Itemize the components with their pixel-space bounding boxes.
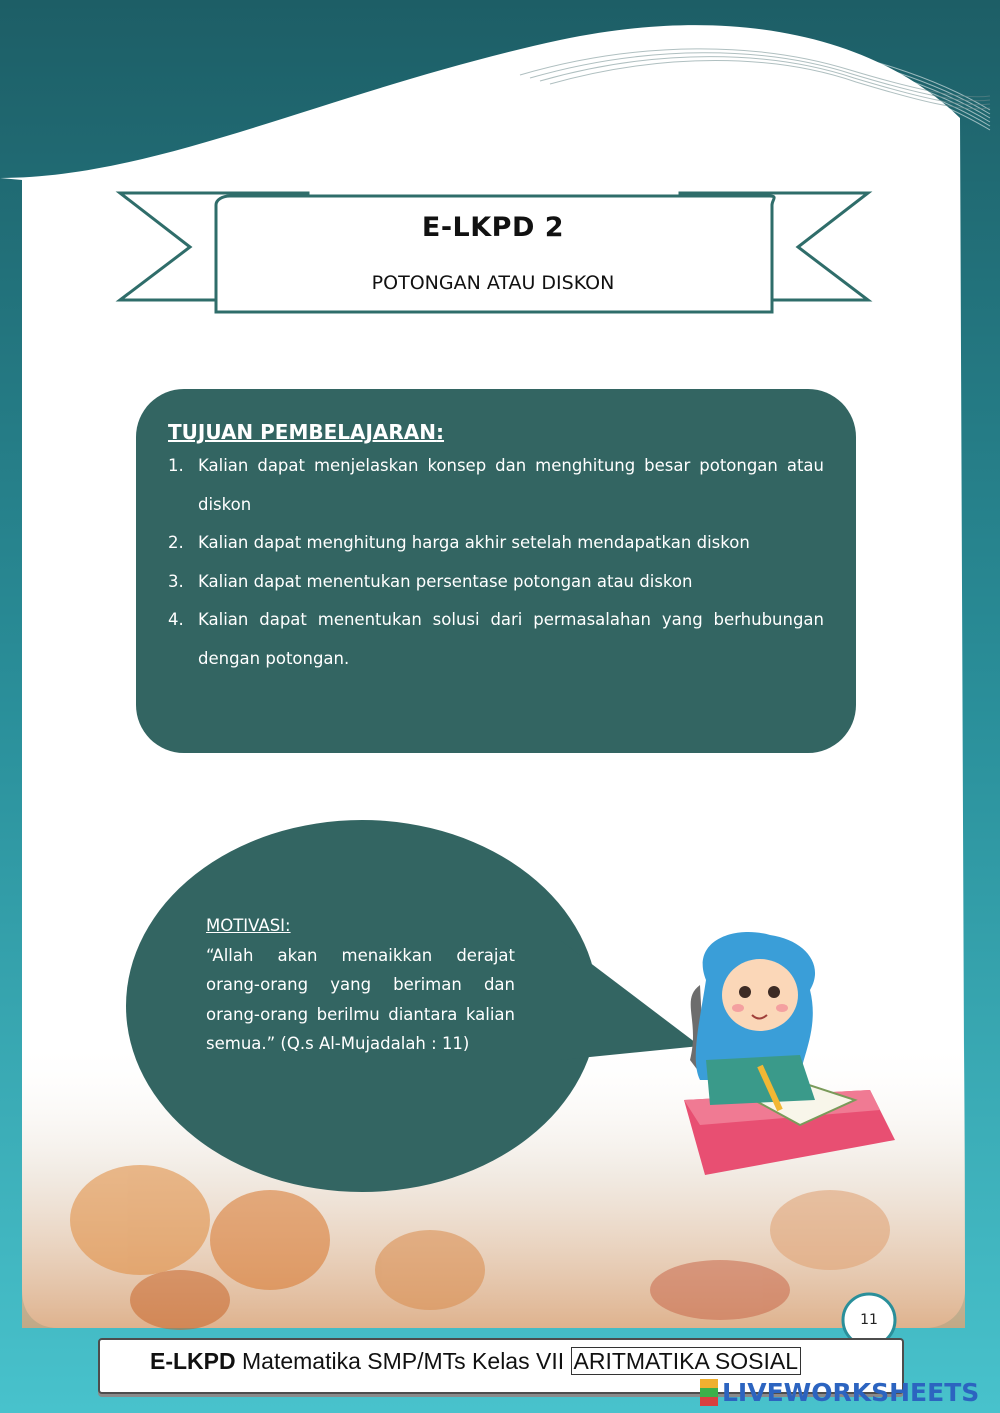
objectives-heading: [168, 420, 444, 444]
list-item-text: Kalian dapat menghitung harga akhir setelah mendapatkan diskon: [198, 533, 750, 552]
motivation-block: [206, 911, 515, 1059]
list-item-number: 2.: [168, 533, 184, 552]
objectives-heading-text: TUJUAN PEMBELAJARAN: [168, 420, 437, 444]
objectives-list: [168, 447, 824, 678]
motivation-quote: “Allah akan menaikkan derajat orang-orang yang beriman dan orang-orang berilmu diantara kalian semua.” (Q.s Al-Mujadalah : 11): [206, 945, 515, 1053]
footer-subject: Matematika SMP/MTs Kelas VII: [242, 1348, 565, 1374]
list-item: [168, 563, 824, 602]
footer-text: [150, 1348, 801, 1375]
page-title: E-LKPD 2: [421, 212, 565, 243]
page-number: 11: [860, 1312, 878, 1328]
footer-brand: E-LKPD: [150, 1348, 236, 1374]
list-item-number: 1.: [168, 456, 184, 475]
list-item-text: Kalian dapat menjelaskan konsep dan menghitung besar potongan atau diskon: [198, 456, 824, 514]
list-item: [168, 524, 824, 563]
title-ribbon: [120, 193, 868, 312]
footer-topic: ARITMATIKA SOSIAL: [571, 1347, 802, 1375]
motivation-heading: MOTIVASI:: [206, 916, 291, 935]
list-item-text: Kalian dapat menentukan solusi dari permasalahan yang berhubungan dengan potongan.: [198, 610, 824, 668]
objectives-heading-colon: :: [436, 420, 445, 444]
liveworksheets-watermark[interactable]: [700, 1378, 979, 1407]
liveworksheets-logo-icon: [700, 1379, 718, 1406]
watermark-text: LIVEWORKSHEETS: [722, 1378, 980, 1407]
page-subtitle: POTONGAN ATAU DISKON: [371, 272, 615, 294]
list-item-number: 4.: [168, 610, 184, 629]
list-item-number: 3.: [168, 571, 184, 591]
list-item: [168, 447, 824, 524]
list-item-text: Kalian dapat menentukan persentase potongan atau diskon: [198, 571, 693, 591]
list-item: [168, 601, 824, 678]
